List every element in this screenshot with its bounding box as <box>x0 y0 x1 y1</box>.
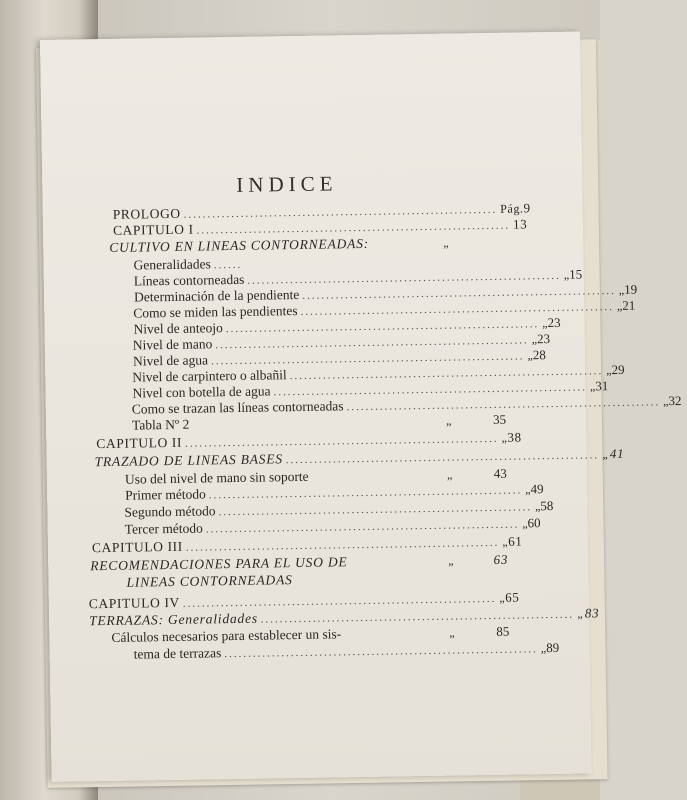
page-number: 9 <box>523 200 531 216</box>
page-number: 38 <box>507 429 522 445</box>
toc-label: Tabla Nº 2 <box>131 416 190 433</box>
ditto-mark: „ <box>542 316 548 331</box>
page-number: 43 <box>493 465 507 481</box>
toc-label: CULTIVO EN LINEAS CONTORNEADAS: <box>109 235 370 255</box>
leader-dots <box>372 247 440 248</box>
page-number: 41 <box>609 445 625 462</box>
ditto-mark: „ <box>527 348 533 363</box>
leader-dots: .................................................................. <box>184 432 499 450</box>
toc-label: TERRAZAS: Generalidades <box>89 610 258 629</box>
page-number: 60 <box>527 515 541 531</box>
leader-dots: .................................................................. <box>182 592 497 610</box>
toc-label: Como se miden las pendientes <box>133 302 298 321</box>
leader-dots: .................................................................. <box>225 318 540 336</box>
page-number: 32 <box>668 392 682 409</box>
leader-dots: .................................................................. <box>210 350 525 368</box>
toc-label: TRAZADO DE LINEAS BASES <box>94 451 283 470</box>
leader-dots: .................................................................. <box>273 381 588 399</box>
page-number: 63 <box>493 551 509 567</box>
leader-dots: .................................................................. <box>302 284 616 302</box>
page-title: INDICE <box>236 171 338 197</box>
leader-dots: .................................................................. <box>289 365 604 383</box>
ditto-mark: „ <box>502 534 509 549</box>
ditto-mark: „ <box>522 516 528 531</box>
page-number: 19 <box>624 281 638 297</box>
toc-label: Determinación de la pendiente <box>133 286 300 305</box>
ditto-mark: „ <box>577 606 585 621</box>
toc-label: tema de terrazas <box>133 645 222 662</box>
page-number: 15 <box>569 266 583 282</box>
ditto-mark: „ <box>445 413 452 428</box>
leader-dots: .................................................................. <box>224 643 538 661</box>
toc-label: CAPITULO IV <box>88 594 180 612</box>
leader-dots: .................................................................. <box>205 518 520 536</box>
ditto-mark: „ <box>499 590 506 605</box>
toc-label: Nivel de agua <box>132 352 209 369</box>
leader-dots: .................................................................. <box>218 501 533 519</box>
leader-dots: .................................................................. <box>185 536 500 554</box>
ditto-mark: „ <box>534 499 541 514</box>
ditto-mark: „ <box>606 363 612 378</box>
ditto-mark: „ <box>501 430 508 445</box>
ditto-mark: „ <box>443 235 451 250</box>
ditto-mark: „ <box>448 553 456 568</box>
toc-label: Segundo método <box>124 503 216 520</box>
ditto-mark: „ <box>563 267 570 282</box>
leader-dots: .................................................................. <box>346 396 661 414</box>
page-number: 35 <box>492 411 507 427</box>
page-number: 28 <box>532 347 546 363</box>
toc-label: Líneas contorneadas <box>133 271 245 289</box>
ditto-mark: „ <box>618 282 625 297</box>
ditto-mark: „ <box>589 379 596 394</box>
ditto-mark: „ <box>449 625 455 640</box>
leader-dots: .................................................................. <box>208 484 523 502</box>
page-number: 49 <box>530 481 544 497</box>
leader-dots: .................................................................. <box>183 203 498 221</box>
toc-label: Nivel de mano <box>132 336 213 353</box>
ditto-mark: „ <box>662 394 669 409</box>
toc-label: RECOMENDACIONES PARA EL USO DE <box>90 554 348 574</box>
page-number: 58 <box>540 497 554 514</box>
toc-label: Primer método <box>125 486 206 503</box>
page-number: 89 <box>546 639 560 656</box>
toc-label: Tercer método <box>124 520 203 537</box>
leader-dots <box>192 425 443 429</box>
page-number: 61 <box>508 533 523 549</box>
leader-dots <box>344 637 446 639</box>
leader-dots: .................................................................. <box>247 269 561 287</box>
toc-label: Nivel de anteojo <box>133 320 223 337</box>
toc-label: Como se trazan las líneas contorneadas <box>131 398 344 417</box>
ditto-mark: „ <box>602 447 610 462</box>
leader-dots: .................................................................. <box>215 334 529 352</box>
toc-label: PROLOGO <box>112 205 181 222</box>
leader-dots: .................................................................. <box>300 301 615 318</box>
ditto-mark: „ <box>531 332 538 347</box>
toc-label: Nivel con botella de agua <box>132 383 271 401</box>
page-number: 85 <box>496 623 510 639</box>
page-number: 65 <box>505 589 520 605</box>
page-number: 13 <box>512 216 528 232</box>
page-number: 23 <box>536 331 551 347</box>
page-content <box>40 32 682 782</box>
leader-dots <box>312 479 444 481</box>
toc-label: Generalidades <box>133 256 211 273</box>
page-number: 83 <box>584 605 600 621</box>
ditto-mark: „ <box>540 641 547 656</box>
leader-dots: ...... <box>213 258 243 272</box>
leader-dots: .................................................................. <box>260 608 575 626</box>
toc-label: CAPITULO II <box>96 434 183 452</box>
ditto-mark: „ <box>616 298 623 313</box>
toc-label: CAPITULO I <box>112 221 194 238</box>
index-page <box>40 32 682 782</box>
page-number: 29 <box>611 361 625 378</box>
page-number: 23 <box>547 314 561 331</box>
toc-label: CAPITULO III <box>91 538 183 556</box>
leader-dots: .................................................................. <box>285 449 600 467</box>
toc-label: Nivel de carpintero o albañil <box>132 367 287 385</box>
toc-label-continuation: LINEAS CONTORNEADAS <box>126 572 293 590</box>
leader-dots: .................................................................. <box>196 219 511 237</box>
page-abbrev: Pág. <box>500 201 524 216</box>
page-number: 21 <box>622 297 636 313</box>
page-number: 31 <box>595 378 609 394</box>
toc-label: Uso del nivel de mano sin soporte <box>124 468 309 487</box>
toc-label: Cálculos necesarios para establecer un sis- <box>111 626 342 645</box>
ditto-mark: „ <box>525 482 531 497</box>
ditto-mark: „ <box>446 467 453 482</box>
leader-dots <box>351 565 446 566</box>
